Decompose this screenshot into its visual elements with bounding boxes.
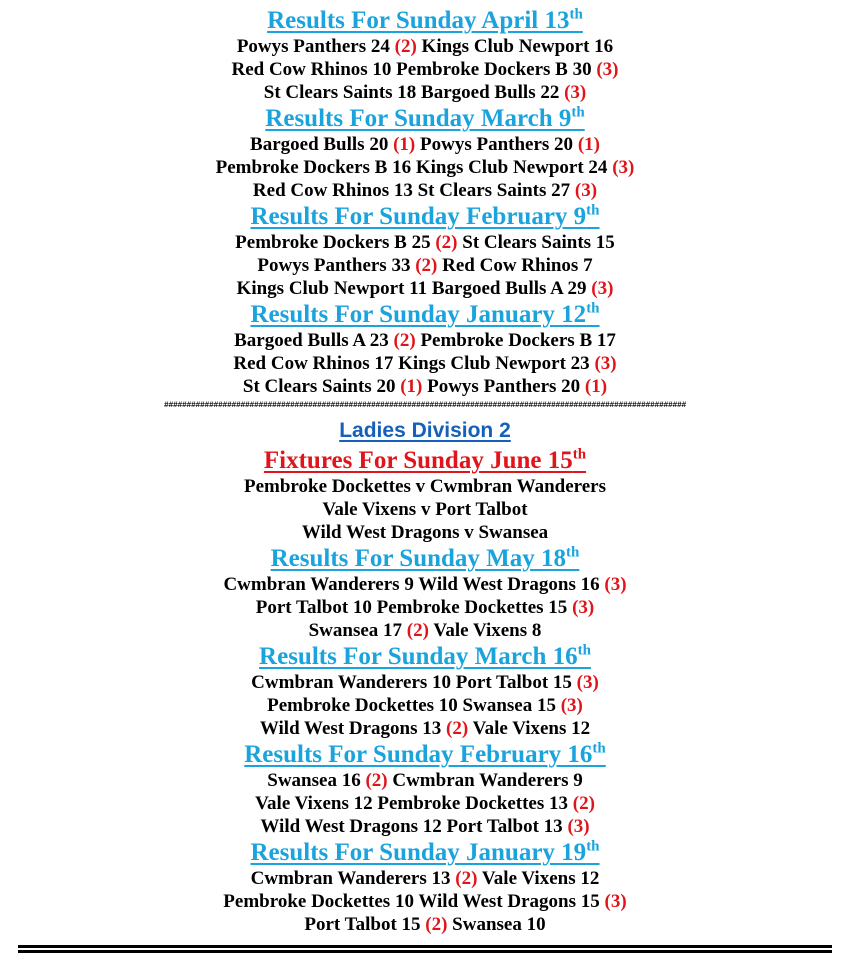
- results-heading: [0, 300, 850, 329]
- match-text: Pembroke Dockers B 16 Kings Club Newport 24: [215, 157, 613, 178]
- result-line: [0, 717, 850, 740]
- points-awarded: (2): [365, 770, 388, 791]
- heading-text: Results For Sunday March 16: [259, 643, 578, 670]
- match-text: Port Talbot 15: [304, 914, 426, 935]
- result-line: [0, 156, 850, 179]
- result-line: [0, 573, 850, 596]
- points-awarded: (3): [567, 816, 590, 837]
- points-awarded: (3): [604, 574, 627, 595]
- result-line: [0, 352, 850, 375]
- results-heading: [0, 544, 850, 573]
- points-awarded: (2): [425, 914, 448, 935]
- points-awarded: (2): [435, 232, 458, 253]
- result-line: [0, 329, 850, 352]
- match-text: Pembroke Dockettes v Cwmbran Wanderers: [243, 476, 607, 497]
- match-text: Cwmbran Wanderers 13: [250, 868, 456, 889]
- result-line: [0, 815, 850, 838]
- match-text: Swansea 16: [267, 770, 366, 791]
- match-text: Kings Club Newport 16: [416, 36, 614, 57]
- fixtures-heading: [0, 446, 850, 475]
- result-line: [0, 867, 850, 890]
- match-text: Kings Club Newport 11 Bargoed Bulls A 29: [236, 278, 592, 299]
- match-text: Red Cow Rhinos 13 St Clears Saints 27: [252, 180, 575, 201]
- match-text: St Clears Saints 18 Bargoed Bulls 22: [263, 82, 565, 103]
- points-awarded: (3): [564, 82, 587, 103]
- result-line: [0, 58, 850, 81]
- match-text: Pembroke Dockers B 17: [415, 330, 616, 351]
- points-awarded: (2): [572, 793, 595, 814]
- match-text: St Clears Saints 15: [457, 232, 615, 253]
- match-text: Powys Panthers 20: [415, 134, 578, 155]
- match-text: Vale Vixens 8: [428, 620, 542, 641]
- ordinal-suffix: th: [577, 642, 591, 659]
- match-text: Red Cow Rhinos 17 Kings Club Newport 23: [233, 353, 595, 374]
- ordinal-suffix: th: [586, 300, 600, 317]
- result-line: [0, 890, 850, 913]
- ordinal-suffix: th: [569, 6, 583, 23]
- result-line: [0, 792, 850, 815]
- match-text: Cwmbran Wanderers 9 Wild West Dragons 16: [223, 574, 605, 595]
- heading-text: Results For Sunday January 19: [250, 839, 587, 866]
- match-text: Wild West Dragons 12 Port Talbot 13: [260, 816, 568, 837]
- match-text: Swansea 10: [447, 914, 546, 935]
- heading-text: Results For Sunday April 13: [267, 7, 570, 34]
- match-text: Red Cow Rhinos 10 Pembroke Dockers B 30: [231, 59, 597, 80]
- result-line: [0, 231, 850, 254]
- points-awarded: (2): [415, 255, 438, 276]
- result-line: [0, 769, 850, 792]
- heading-text: Results For Sunday February 9: [250, 203, 587, 230]
- match-text: Bargoed Bulls 20: [250, 134, 394, 155]
- heading-text: Results For Sunday March 9: [265, 105, 572, 132]
- ordinal-suffix: th: [571, 104, 585, 121]
- points-awarded: (3): [612, 157, 635, 178]
- result-line: [0, 133, 850, 156]
- result-line: [0, 277, 850, 300]
- points-awarded: (2): [406, 620, 429, 641]
- heading-text: Results For Sunday May 18: [270, 545, 567, 572]
- results-heading: [0, 642, 850, 671]
- points-awarded: (1): [577, 134, 600, 155]
- fixtures-results-sheet: [0, 6, 850, 936]
- match-text: Vale Vixens 12 Pembroke Dockettes 13: [255, 793, 573, 814]
- match-text: Red Cow Rhinos 7: [437, 255, 593, 276]
- points-awarded: (1): [400, 376, 423, 397]
- result-line: [0, 694, 850, 717]
- hash-separator: ####################################################################################################################: [163, 401, 687, 410]
- result-line: [0, 596, 850, 619]
- match-text: Powys Panthers 33: [257, 255, 416, 276]
- results-heading: [0, 740, 850, 769]
- result-line: [0, 81, 850, 104]
- match-text: Wild West Dragons v Swansea: [301, 522, 549, 543]
- ordinal-suffix: th: [586, 202, 600, 219]
- result-line: [0, 671, 850, 694]
- match-text: Pembroke Dockettes 10 Swansea 15: [267, 695, 561, 716]
- result-line: [0, 179, 850, 202]
- match-text: Port Talbot 10 Pembroke Dockettes 15: [255, 597, 573, 618]
- match-text: Pembroke Dockettes 10 Wild West Dragons 15: [223, 891, 605, 912]
- ordinal-suffix: th: [566, 544, 580, 561]
- points-awarded: (3): [574, 180, 598, 201]
- points-awarded: (2): [393, 330, 416, 351]
- points-awarded: (1): [393, 134, 416, 155]
- points-awarded: (3): [596, 59, 619, 80]
- points-awarded: (2): [394, 36, 417, 57]
- match-text: Vale Vixens v Port Talbot: [322, 499, 528, 520]
- bottom-double-rule: [18, 945, 832, 953]
- points-awarded: (3): [604, 891, 627, 912]
- match-text: St Clears Saints 20: [242, 376, 401, 397]
- results-heading: [0, 6, 850, 35]
- match-text: Powys Panthers 24: [236, 36, 395, 57]
- fixture-line: [0, 475, 850, 498]
- match-text: Bargoed Bulls A 23: [234, 330, 394, 351]
- points-awarded: (3): [576, 672, 599, 693]
- results-heading: [0, 104, 850, 133]
- points-awarded: (3): [591, 278, 614, 299]
- heading-text: Results For Sunday January 12: [250, 301, 587, 328]
- points-awarded: (2): [446, 718, 469, 739]
- ordinal-suffix: th: [586, 838, 600, 855]
- match-text: Powys Panthers 20: [422, 376, 585, 397]
- points-awarded: (2): [455, 868, 478, 889]
- fixture-line: [0, 521, 850, 544]
- result-line: [0, 375, 850, 398]
- points-awarded: (3): [572, 597, 595, 618]
- ordinal-suffix: th: [592, 740, 606, 757]
- points-awarded: (3): [560, 695, 583, 716]
- result-line: [0, 35, 850, 58]
- points-awarded: (1): [584, 376, 608, 397]
- heading-text: Fixtures For Sunday June 15: [263, 447, 573, 474]
- ordinal-suffix: th: [572, 446, 587, 463]
- match-text: Swansea 17: [308, 620, 407, 641]
- result-line: [0, 619, 850, 642]
- match-text: Cwmbran Wanderers 9: [387, 770, 583, 791]
- points-awarded: (3): [594, 353, 617, 374]
- result-line: [0, 254, 850, 277]
- match-text: Vale Vixens 12: [468, 718, 591, 739]
- division-heading: Ladies Division 2: [339, 419, 511, 442]
- result-line: [0, 913, 850, 936]
- fixture-line: [0, 498, 850, 521]
- match-text: Vale Vixens 12: [477, 868, 600, 889]
- results-heading: [0, 838, 850, 867]
- match-text: Wild West Dragons 13: [259, 718, 447, 739]
- match-text: Pembroke Dockers B 25: [235, 232, 436, 253]
- match-text: Cwmbran Wanderers 10 Port Talbot 15: [251, 672, 577, 693]
- heading-text: Results For Sunday February 16: [244, 741, 593, 768]
- results-heading: [0, 202, 850, 231]
